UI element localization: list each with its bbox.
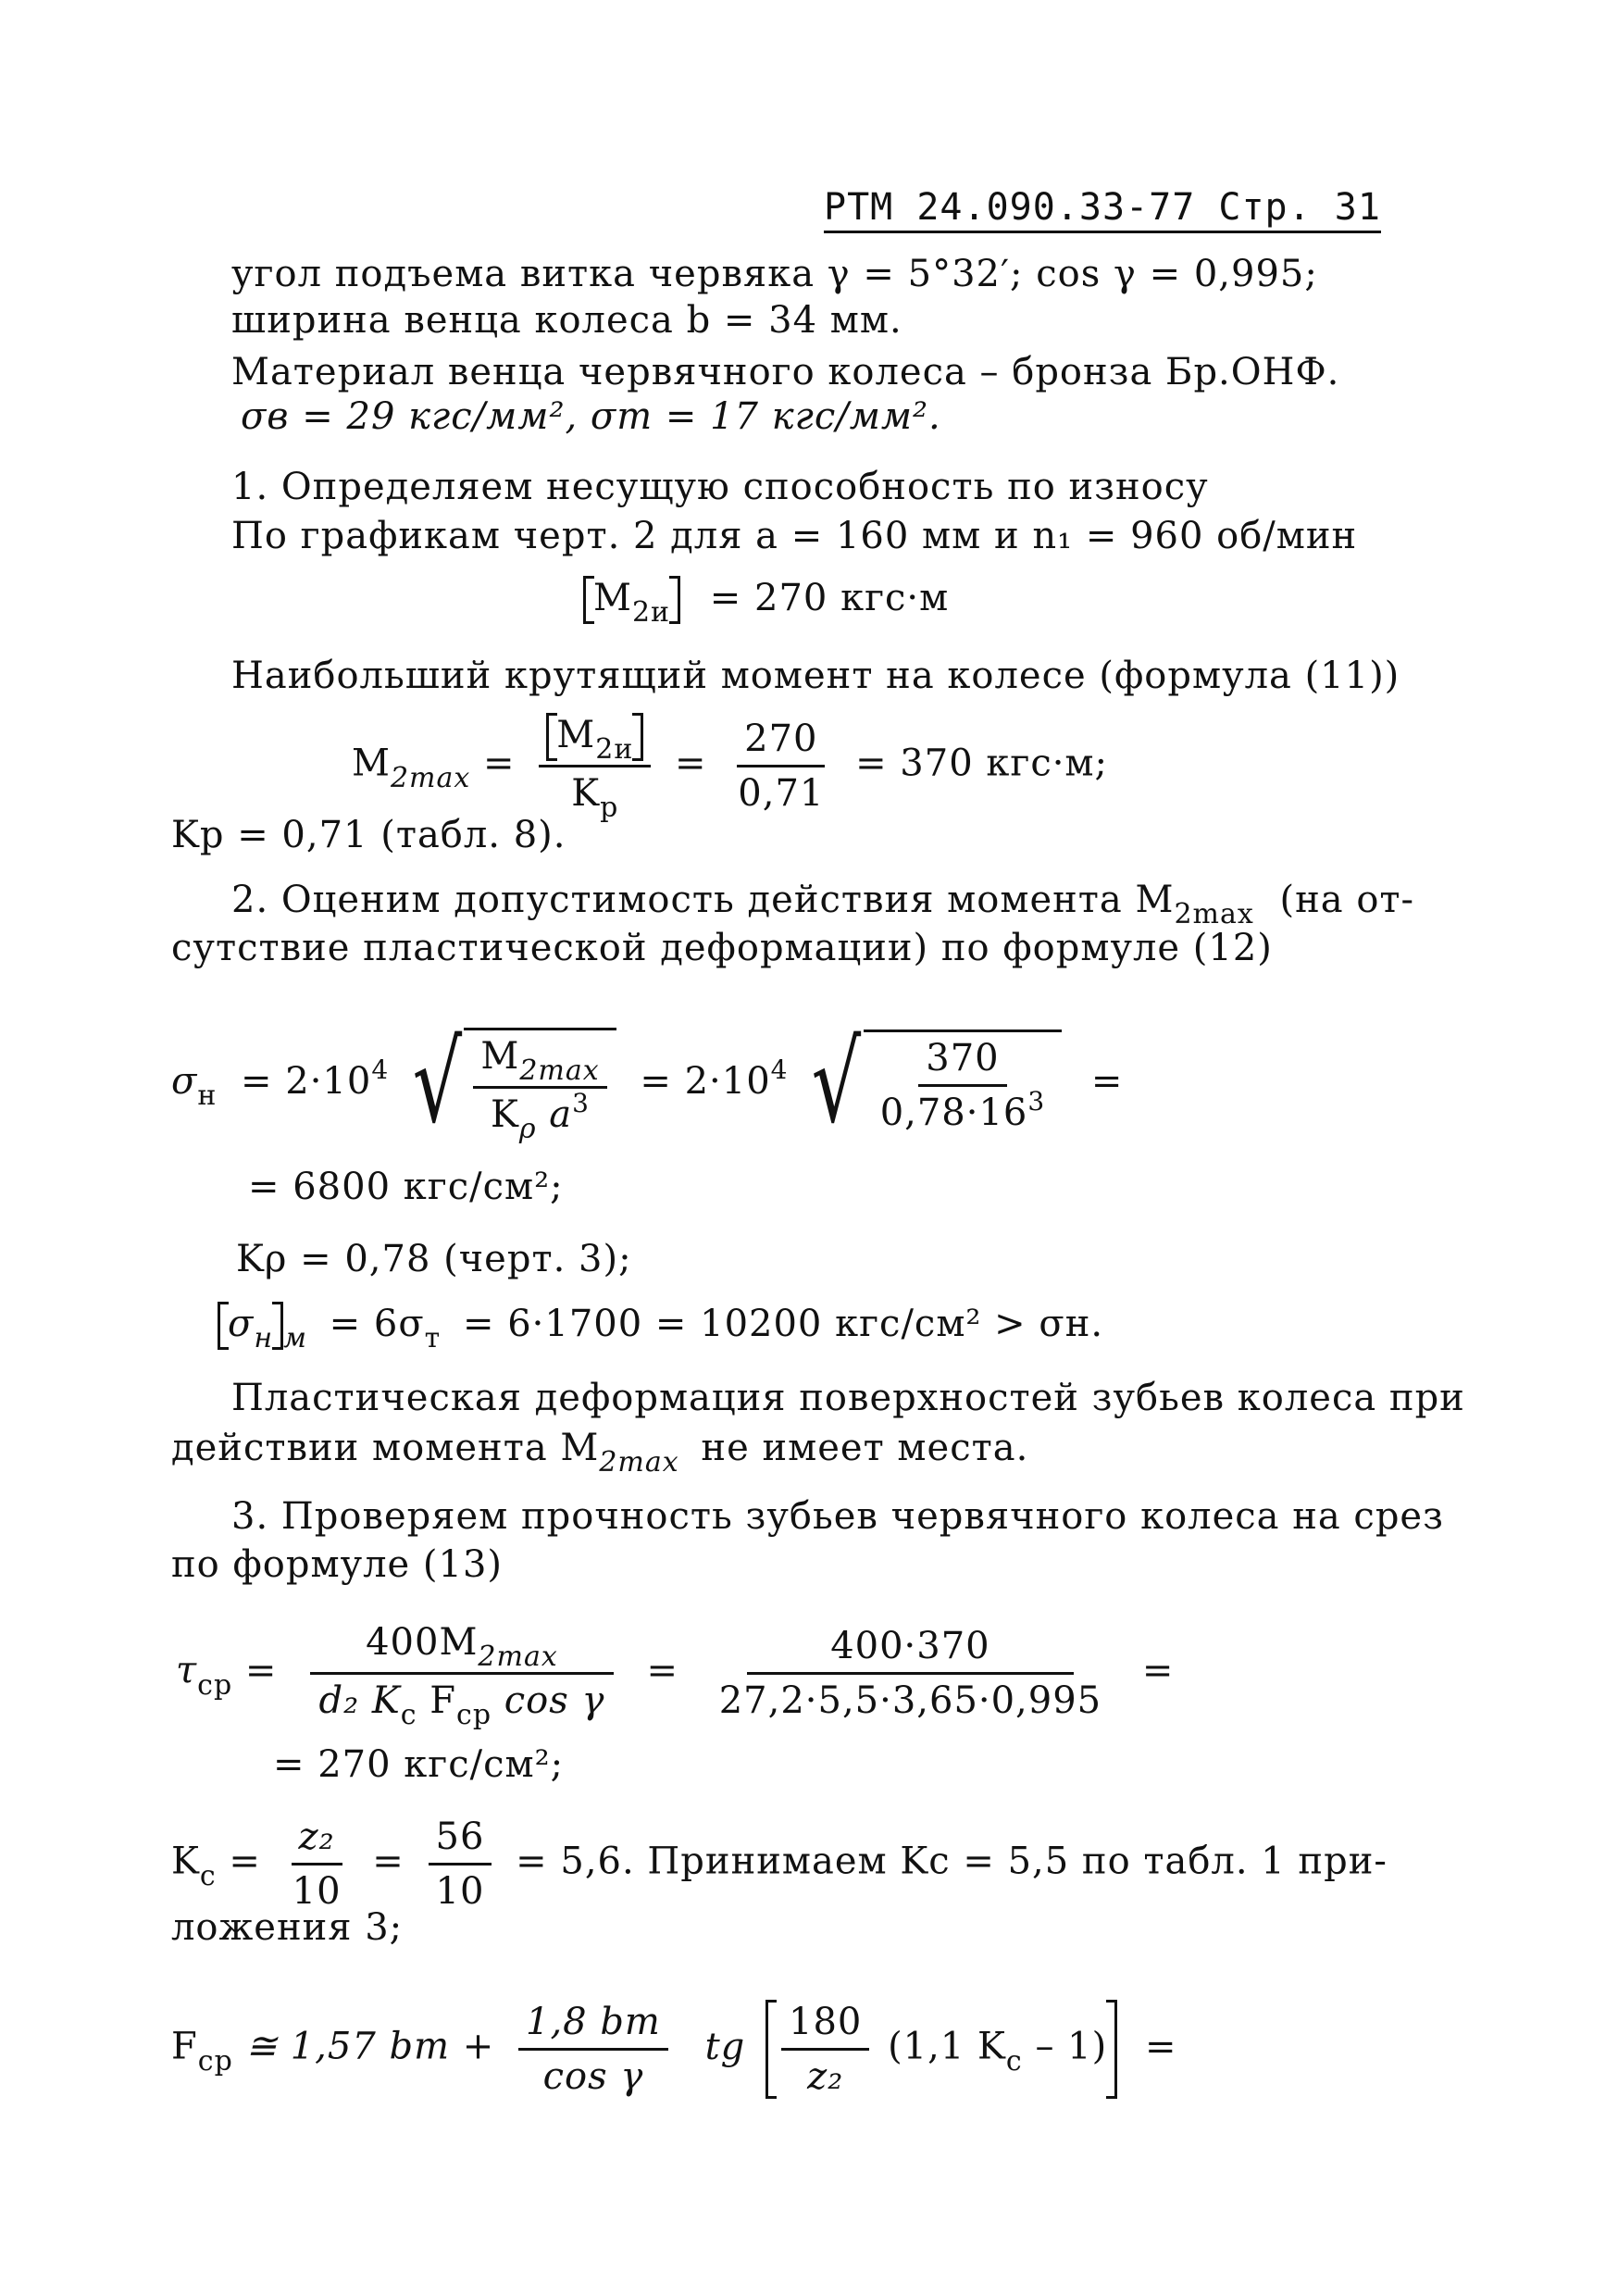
text-line: Наибольший крутящий момент на колесе (формула (11)) [231,655,1400,697]
doc-reference: РТМ 24.090.33-77 Стр. 31 [824,186,1381,233]
equation-sigma-h: $\sigma_н = 2\cdot 10^4$ √ $\frac{M_{2max}}{K_\rho a^3}$ = $2\cdot 10^4$ √ $\frac{370}{0,78\cdot 16^3}$ = [171,1019,1124,1148]
fraction: $\frac{M_{2и}}{K_p}$ [539,713,651,819]
text-line: ложения 3; [171,1906,404,1949]
section-heading: 1. Определяем несущую способность по износу [231,466,1209,508]
radical: √ $\frac{370}{0,78\cdot 16^3}$ [801,1029,1062,1140]
equation-kc: $K_с$ = $\frac{\text{z₂}}{10}$ = $\frac{56}{10}$ = 5,6. Принимаем Kс = 5,5 по табл. 1 при- [171,1816,1388,1913]
text-line: по формуле (13) [171,1543,504,1586]
text-line: Пластическая деформация поверхностей зубьев колеса при [231,1377,1465,1419]
page-header [824,185,1381,230]
text-line: σв = 29 кгс/мм², σт = 17 кгс/мм². [241,395,941,438]
bracket-group: $M_{2и}$ [583,576,680,624]
text-line: ширина венца колеса b = 34 мм. [231,299,902,342]
equation-fcp: $F_{ср}$ ≅ 1,57 bm + $\frac{1,8 bm}{\text{cos γ}}$ tg $\frac{180}{\text{z₂}}$ (1,1 $K_с - 1$) = [171,2001,1177,2098]
text-line: действии момента $M_{2max}$ не имеет места. [171,1427,1029,1479]
section-heading: 2. Оценим допустимость действия момента $M_{2max}$ (на от- [231,879,1415,930]
fraction: $\frac{270}{0,71}$ [738,718,825,815]
radical: √ $\frac{M_{2max}}{K_\rho a^3}$ [402,1028,616,1141]
text-line: Kр = 0,71 (табл. 8). [171,814,566,856]
equation-result: = 270 кгс/см²; [273,1743,565,1786]
text-line: Материал венца червячного колеса – бронза Бр.ОНФ. [231,351,1340,393]
text-line: Kρ = 0,78 (черт. 3); [236,1238,632,1280]
text-line: сутствие пластической деформации) по формуле (12) [171,927,1273,969]
text-line: угол подъема витка червяка γ = 5°32′; cos γ = 0,995; [231,253,1318,295]
equation-m2max: $M_{2max}$ = $\frac{M_{2и}}{K_p}$ = $\frac{270}{0,71}$ = 370 кгс·м; [352,714,1109,824]
equation-sigma-allow: $\sigma_н$ $_м = 6\sigma_т = 6\cdot 1700 = 10200$ кгс/см² > σн. [218,1302,1103,1350]
equation-result: = 6800 кгс/см²; [248,1166,564,1208]
section-heading: 3. Проверяем прочность зубьев червячного колеса на срез [231,1495,1444,1538]
equation-tau: $\tau_{ср}$ = $\frac{400M_{2max}}{d_2 K_с F_{ср} \cos \gamma}$ = $\frac{400\cdot 370}{27,2\cdot 5,5\cdot 3,65\cdot 0,995}$ = [176,1621,1175,1731]
text-line: По графикам черт. 2 для a = 160 мм и n₁ = 960 об/мин [231,515,1358,557]
equation-m2i: $M_{2и} = 270$ кгс·м [583,576,949,624]
